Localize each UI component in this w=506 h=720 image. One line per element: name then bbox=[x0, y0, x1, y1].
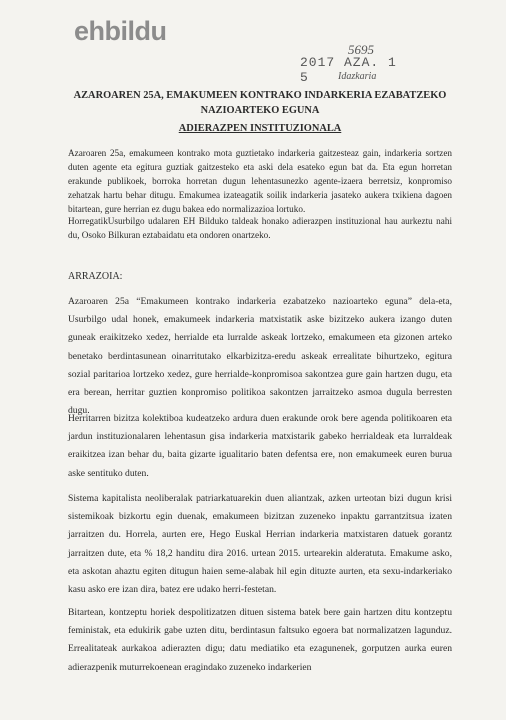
body-paragraph: Bitartean, kontzeptu horiek despolitizatzen dituen sistema batek bere gain hartzen ditu kontzeptu feministak, eta edukirik gabe uzten ditu, berdintasun faltsuko egoera bat normalizatzen lagunduz. Errealitateak aurkakoa adierazten digu; datu mediatiko eta ezagunenek, gorputzen aurka euren adierazpenik muturrekoenean eragindako zuzeneko indarkerien bbox=[68, 607, 452, 673]
ehbildu-logo: ehbildu bbox=[74, 16, 167, 46]
body-paragraph: Sistema kapitalista neoliberalak patriarkatuarekin duen aliantzak, azken urteotan bizi dugun krisi sistemikoak bizkortu egin duenak, emakumeen bizitzan zuzeneko inpaktu garrantzitsua izaten jarraitzen du. Horrela, aurten ere, Hego Euskal Herrian indarkeria matxistaren datuek gorantz jarraitzen dute, eta % 18,2 handitu dira 2016. urtean 2015. urtearekin alderatuta. Emakume asko, eta askotan ahaztu egiten ditugun haien seme-alabak hil egin dituzte aurten, eta sexu-indarkeriako kasu asko ere izan dira, batez ere udako herri-festetan. bbox=[68, 493, 452, 596]
body-paragraph: Azaroaren 25a “Emakumeen kontrako indarkeria ezabatzeko nazioarteko eguna” dela-eta, Usurbilgo udal honek, emakumeek indarkeria matxistatik aske bizitzeko aukera izango duten guneak eraikitzeko xedez, herrialde eta lurralde askeak lortzeko, emakumeen eta gizonen arteko benetako berdintasunean oinarritutako elkarbizitza-eredu askeak errealitate bihurtzeko, egitura sozial paritarioa lortzeko xedez, gure herrialde-konpromisoa sakontzea gure gain hartzen dugu, eta era berean, herritar guztien konpromiso politikoa sakontzen jarraitzeko asmoa dugula berresten dugu. bbox=[68, 296, 452, 417]
intro-paragraph: Azaroaren 25a, emakumeen kontrako mota guztietako indarkeria gaitzesteaz gain, indarkeria sortzen duten agente eta egitura guztiak gaitzesteko eta aski dela esateko egun bat da. Eta egun horretan erakunde publikoek, borroka horretan dugun lehentasunezko agente-izaera berretsiz, konpromiso zehatzak hartu behar ditugu. Emakumea izateagatik soilik indarkeria jasateko aukera txikiena dagoen bitartean, gure herrian ez dugu bakea edo normalizazioa lortuko. bbox=[68, 148, 452, 214]
document-subtitle: ADIERAZPEN INSTITUZIONALA bbox=[178, 123, 342, 134]
reasons-heading: ARRAZOIA: bbox=[68, 271, 123, 282]
document-title: AZAROAREN 25A, EMAKUMEEN KONTRAKO INDARKERIA EZABATZEKO NAZIOARTEKO EGUNA bbox=[73, 90, 447, 116]
body-paragraph: Herritarren bizitza kolektiboa kudeatzeko ardura duen erakunde orok bere agenda politikoaren eta jardun instituzionalaren lehentasun gisa indarkeria matxistarik gabeko herrialdeak eta lurraldeak eraikitzea izan behar du, baita gizarte igualitario baten defentsa ere, non emakumeek euren burua aske sentituko duten. bbox=[68, 413, 452, 479]
handwritten-signature: Idazkaria bbox=[338, 71, 377, 82]
stamp-date: 2017 AZA. 1 5 bbox=[300, 55, 397, 85]
intro-paragraph: HorregatikUsurbilgo udalaren EH Bilduko taldeak honako adierazpen instituzional hau aurkeztu nahi du, Osoko Bilkuran eztabaidatu eta ondoren onartzeko. bbox=[68, 216, 452, 240]
stamp-number: 5695 bbox=[348, 42, 374, 57]
